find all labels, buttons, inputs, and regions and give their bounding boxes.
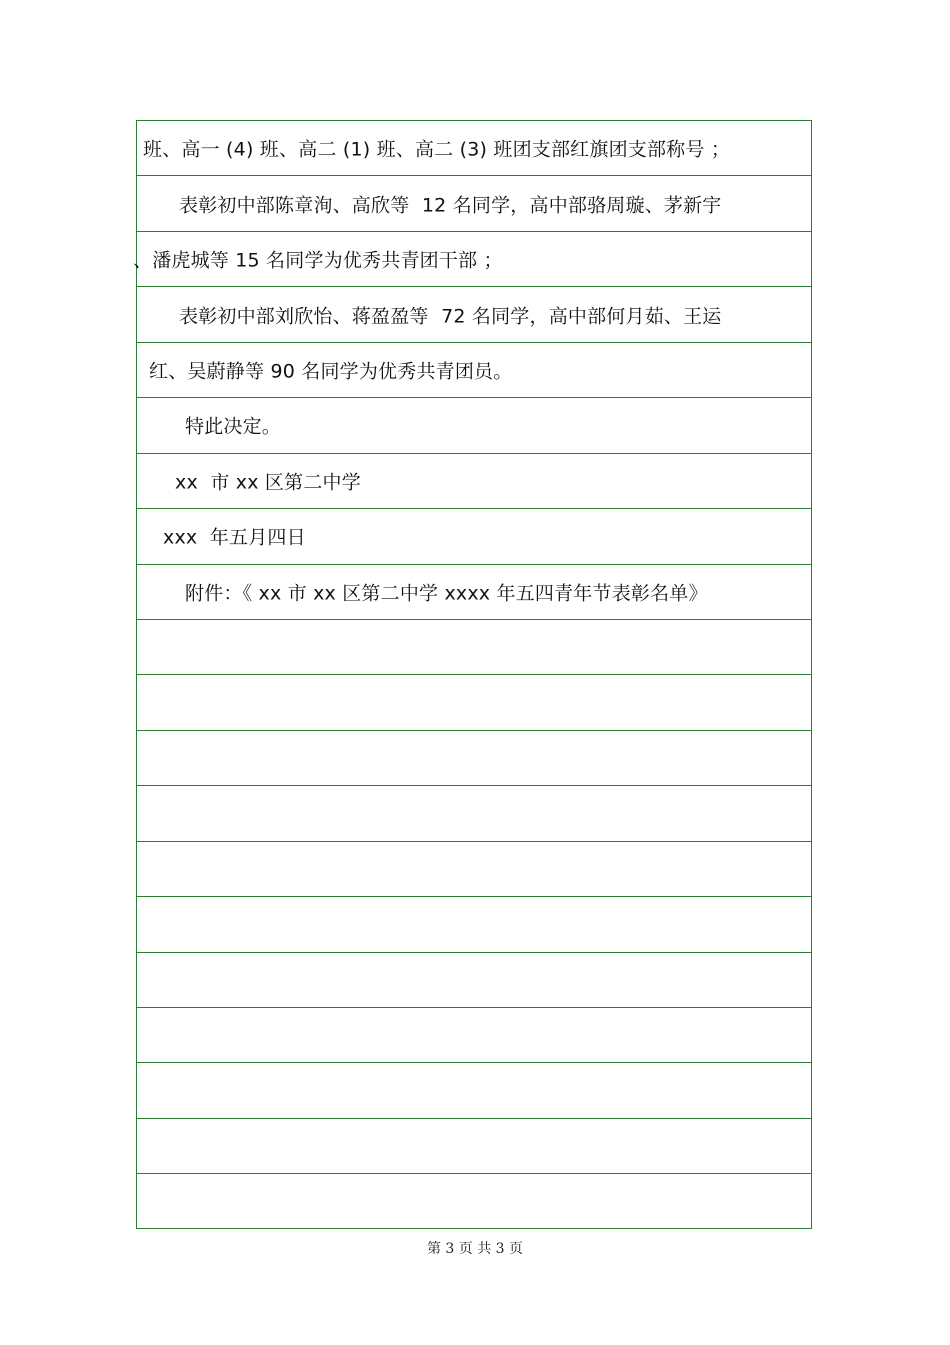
- attachment-line: [137, 565, 811, 620]
- blank-line: [137, 1063, 811, 1118]
- date-line: [137, 509, 811, 564]
- text-line-6: [137, 398, 811, 453]
- blank-line: [137, 675, 811, 730]
- blank-line: [137, 897, 811, 952]
- blank-line: [137, 842, 811, 897]
- text-line-3: [133, 232, 811, 287]
- line-text: 班、高一 (4) 班、高二 (1) 班、高二 (3) 班团支部红旗团支部称号 ；: [143, 138, 731, 161]
- page-number: 第 3 页 共 3 页: [426, 1241, 524, 1257]
- lined-paper: [133, 120, 812, 1229]
- blank-line: [137, 1008, 811, 1063]
- line-text: 表彰初中部刘欣怡、蒋盈盈等 72 名同学，高中部何月茹、王运: [179, 305, 722, 328]
- blank-line: [137, 953, 811, 1008]
- blank-line: [137, 731, 811, 786]
- school-name-line: [137, 454, 811, 509]
- blank-line: [137, 620, 811, 675]
- text-line-2: [137, 176, 811, 231]
- blank-line: [137, 1174, 811, 1229]
- document-date: xxx 年五月四日: [163, 526, 306, 549]
- text-line-5: [137, 343, 811, 398]
- blank-line: [137, 1119, 811, 1174]
- blank-line: [137, 786, 811, 841]
- text-line-1: [137, 121, 811, 176]
- text-line-4: [137, 287, 811, 342]
- line-text: 表彰初中部陈章洵、高欣等 12 名同学，高中部骆周璇、茅新宇: [179, 194, 722, 217]
- line-text: 红、吴蔚静等 90 名同学为优秀共青团员。: [149, 360, 513, 383]
- line-text: 、潘虎城等 15 名同学为优秀共青团干部 ；: [133, 249, 503, 272]
- line-text: 特此决定。: [185, 415, 282, 438]
- attachment-note: 附件：《 xx 市 xx 区第二中学 xxxx 年五四青年节表彰名单》: [185, 582, 708, 605]
- school-name: xx 市 xx 区第二中学: [175, 471, 361, 494]
